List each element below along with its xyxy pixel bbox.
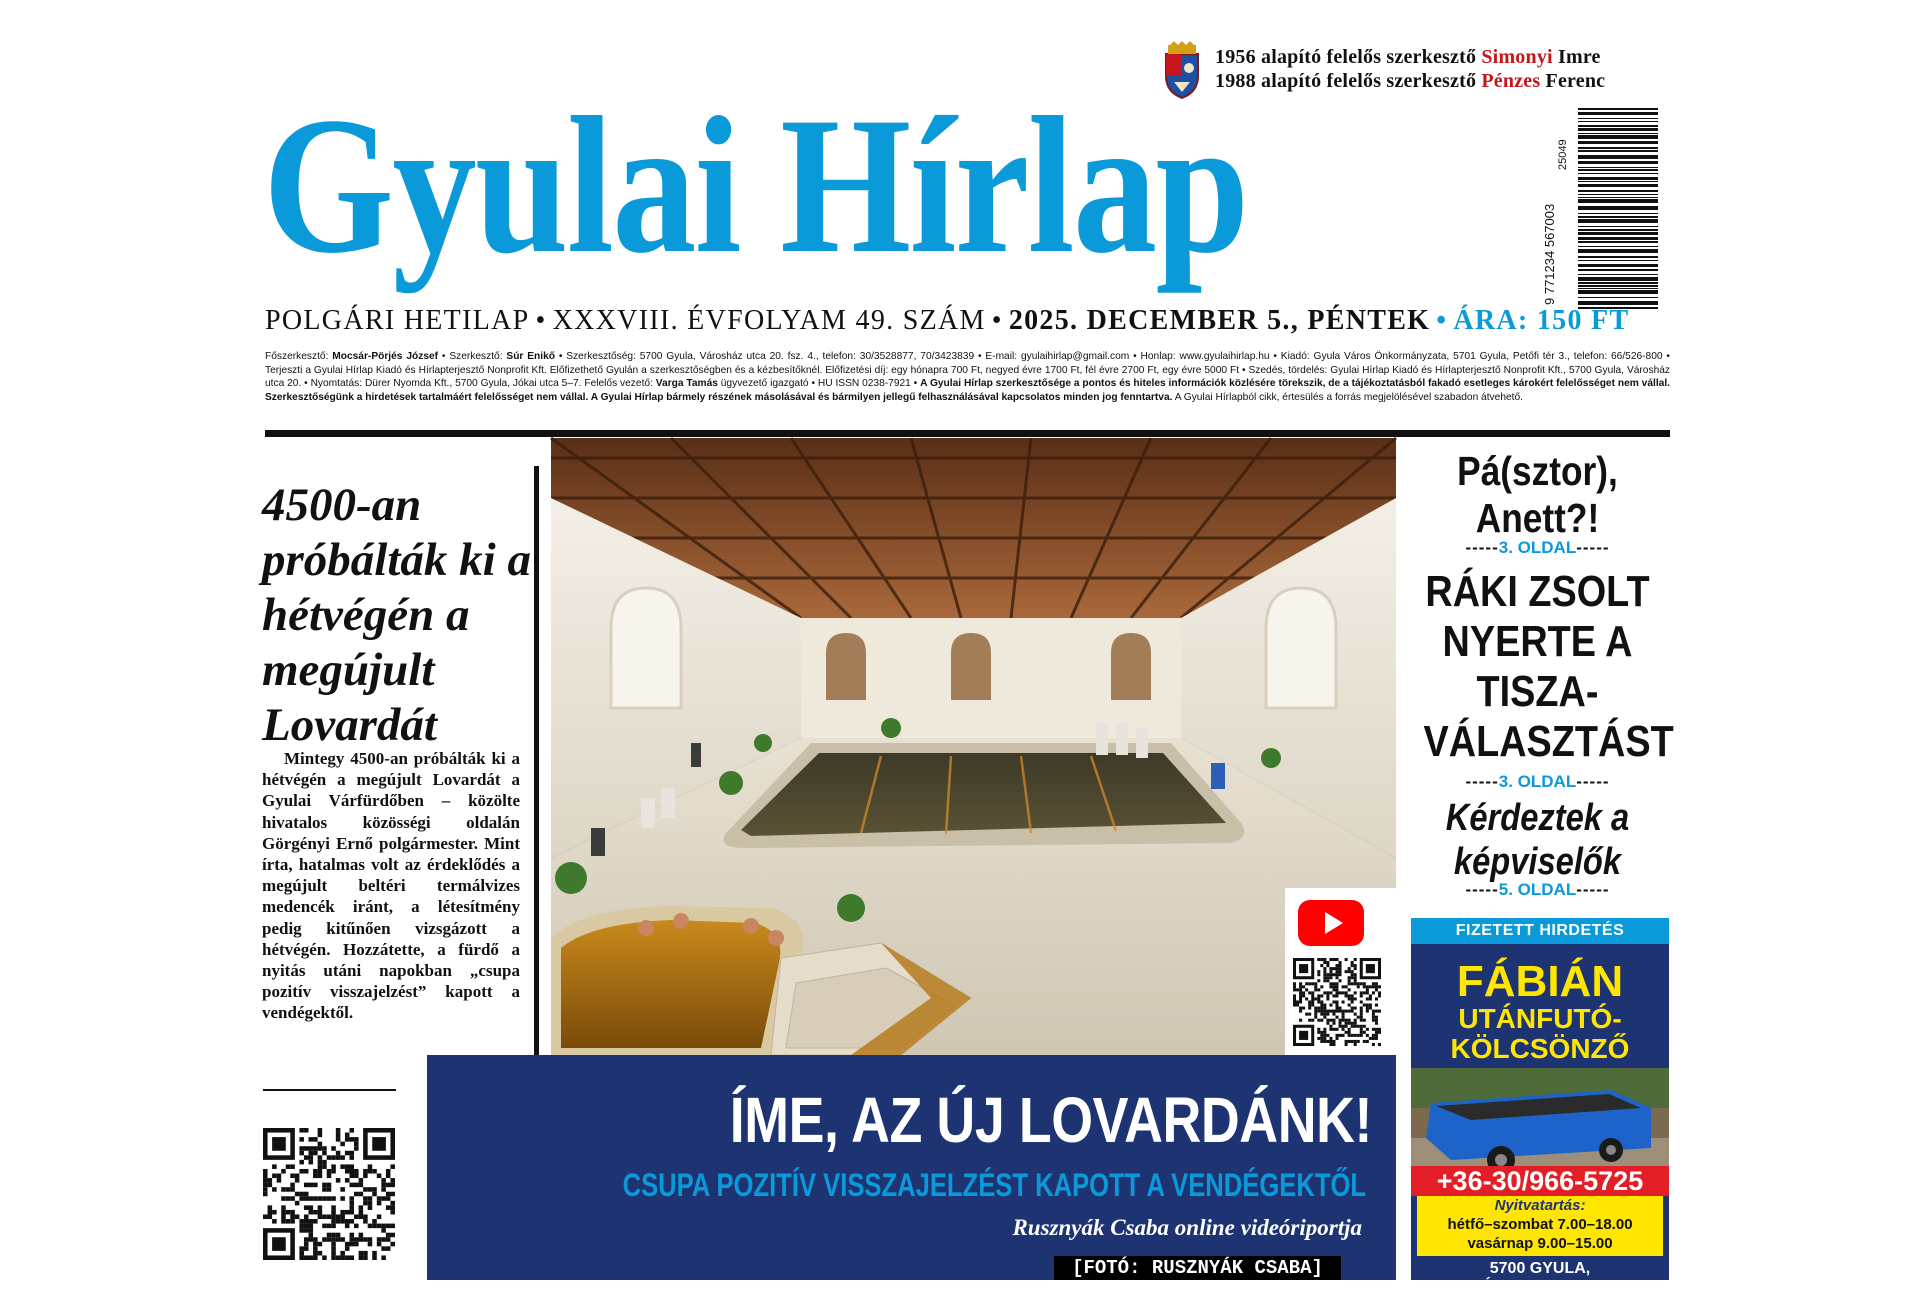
issue-line: POLGÁRI HETILAP • XXXVIII. ÉVFOLYAM 49. SZÁM • 2025. DECEMBER 5., PÉNTEK • ÁRA: 150 FT (265, 305, 1630, 336)
teaser-2[interactable]: RÁKI ZSOLT NYERTE A TISZA-VÁLASZTÁST (1423, 567, 1674, 766)
teaser-3[interactable]: Kérdeztek a képviselők (1445, 797, 1630, 883)
video-qr-code-icon[interactable] (1293, 958, 1381, 1046)
trailer-rental-ad[interactable] (1411, 944, 1669, 1295)
ad-subtitle-2: KÖLCSÖNZŐ (1450, 1033, 1630, 1064)
svg-text:25049: 25049 (1557, 139, 1569, 170)
photo-credit: [FOTÓ: RUSZNYÁK CSABA] (1054, 1256, 1341, 1280)
ad-title: FÁBIÁN (1456, 957, 1624, 1006)
column-rule (534, 466, 539, 1081)
volume-number: XXXVIII. ÉVFOLYAM 49. SZÁM (552, 305, 986, 336)
qr-code-icon[interactable] (263, 1128, 395, 1260)
lead-headline: 4500-an próbálták ki a hétvégén a megújult Lovardát (262, 479, 531, 751)
ad-opening-hours: Nyitvatartás: hétfő–szombat 7.00–18.00 vasárnap 9.00–15.00 (1417, 1196, 1663, 1256)
main-story-title: ÍME, AZ ÚJ LOVARDÁNK! (729, 1084, 1372, 1156)
barcode-icon (1578, 108, 1658, 313)
lead-body: Mintegy 4500-an próbálták ki a hétvégén a megújult Lovardát a Gyulai Várfürdőben – közölte hivatalos közösségi oldalán Görgényi Ernő polgármester. Mint írta, hatalmas volt az érdeklődés a megújult beltéri termálvizes medencék iránt, a létesítmény pedig kitűnően vizsgázott a hétvégén. Hozzátette, a fürdő a nyitás utáni napokban „csupa pozitív visszajelzést” kapott a vendégektől. (262, 749, 520, 1023)
youtube-icon[interactable] (1298, 900, 1364, 946)
header-rule (265, 430, 1670, 437)
article-divider (263, 1089, 396, 1091)
teaser-2-page: -----3. OLDAL----- (1465, 772, 1610, 791)
ad-subtitle-1: UTÁNFUTÓ- (1458, 1003, 1622, 1034)
barcode-number (1540, 110, 1570, 310)
founder-line-1: 1956 alapító felelős szerkesztő Simonyi Imre (1215, 46, 1601, 68)
video-link-box[interactable] (1285, 888, 1396, 1055)
masthead-title: Gyulai Hírlap (263, 77, 1248, 294)
paid-ad-label: FIZETETT HIRDETÉS (1411, 918, 1669, 944)
paper-type: POLGÁRI HETILAP (265, 305, 530, 336)
pool-hall-photo (551, 438, 1396, 1055)
play-icon (1325, 912, 1343, 934)
trailer-photo (1411, 1068, 1669, 1178)
issue-price: ÁRA: 150 FT (1453, 305, 1630, 336)
teaser-1-page: -----3. OLDAL----- (1465, 538, 1610, 557)
teaser-3-page: -----5. OLDAL----- (1465, 880, 1610, 899)
ad-address: 5700 GYULA, SZLÁNYI TANYA 11671. (1451, 1260, 1629, 1295)
main-story-subtitle: CSUPA POZITÍV VISSZAJELZÉST KAPOTT A VENDÉGEKTŐL (622, 1167, 1366, 1203)
main-story-banner (427, 1055, 1396, 1280)
teaser-1[interactable]: Pá(sztor), Anett?! (1457, 448, 1618, 541)
founder-line-2: 1988 alapító felelős szerkesztő Pénzes Ferenc (1215, 70, 1606, 92)
ad-phone[interactable]: +36-30/966-5725 (1411, 1166, 1669, 1196)
video-credit: Rusznyák Csaba online videóriportja (1012, 1215, 1362, 1240)
imprint-text: Főszerkesztő: Mocsár-Pörjés József • Szerkesztő: Súr Enikő • Szerkesztőség: 5700 Gyula, Városház utca 20. fsz. 4., telefon: 30/3528877, 70/3423839 • E-mail: gyulaihirlap@gmail.com • Honlap: www.gyulaihirlap.hu • Kiadó: Gyula Város Önkormányzata, 5701 Gyula, Petőfi tér 3., telefon: 66/526-800 • Terjeszti a Gyulai Hírlap Kiadó és Hírlapterjesztő Nonprofit Kft. Előfizethető Gyulán a szerkesztőségben és a kézbesítőknél. Előfizetési díj: egy hónapra 700 Ft, negyed évre 1700 Ft, fél évre 2700 Ft, egy évre 5000 Ft • Szedés, tördelés: Gyulai Hírlap Kiadó és Hírlapterjesztő Nonprofit Kft., 5700 Gyula, Városház utca 20. • Nyomtatás: Dürer Nyomda Kft., 5700 Gyula, Jókai utca 5–7. Felelős vezető: Varga Tamás ügyvezető igazgató • HU ISSN 0238-7921 • A Gyulai Hírlap szerkesztősége a pontos és hiteles információk közlésére törekszik, de a tájékoztatásból fakadó esetleges károkért felelősséget nem vállal. Szerkesztőségünk a hirdetések tartalmáért felelősséget nem vállal. A Gyulai Hírlap bármely részének másolásával és bármilyen jellegű felhasználásával kapcsolatos minden jog fenntartva. A Gyulai Hírlapból cikk, értesülés a forrás megjelölésével szabadon átvehető. (265, 351, 1670, 403)
svg-text:9 771234 567003: 9 771234 567003 (1542, 203, 1557, 305)
issue-date: 2025. DECEMBER 5., PÉNTEK (1008, 305, 1431, 336)
